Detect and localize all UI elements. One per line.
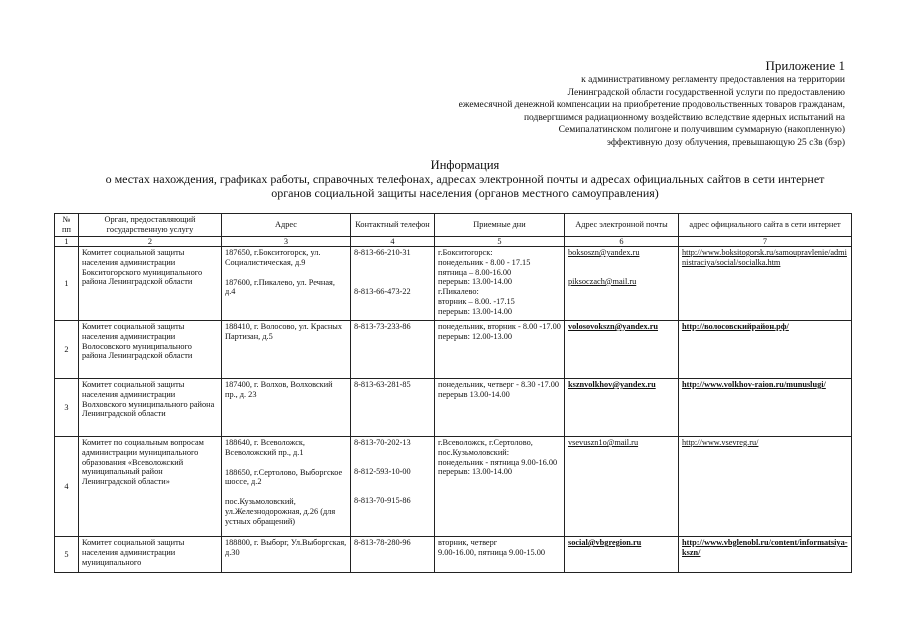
- site-cell: [679, 247, 852, 321]
- col-header-org: Орган, предоставляющий государственную услугу: [79, 214, 222, 237]
- reception-days: вторник, четверг 9.00-16.00, пятница 9.00-15.00: [438, 538, 546, 557]
- address-line: 188410, г. Волосово, ул. Красных Партизан, д.5: [225, 322, 342, 341]
- phone-cell: [351, 379, 435, 437]
- org-cell: Комитет социальной защиты населения администрации Бокситогорского муниципального района Ленинградской области: [79, 247, 222, 321]
- row-number: 3: [55, 379, 79, 437]
- email-cell: [565, 537, 679, 573]
- org-cell: Комитет социальной защиты населения администрации Волховского муниципального района Ленинградской области: [79, 379, 222, 437]
- reception-days: понедельник, вторник - 8.00 -17.00 перерыв: 12.00-13.00: [438, 322, 561, 341]
- row-number: 5: [55, 537, 79, 573]
- col-header-number: № пп: [55, 214, 79, 237]
- spacer: [354, 477, 431, 496]
- appendix-line: к административному регламенту предоставления на территории: [581, 75, 845, 85]
- col-header-address: Адрес: [222, 214, 351, 237]
- site-cell: [679, 437, 852, 537]
- phone-cell: [351, 437, 435, 537]
- email-link[interactable]: volosovokszn@yandex.ru: [568, 322, 659, 331]
- appendix-title: Приложение 1: [765, 58, 845, 73]
- site-link[interactable]: http://www.vsevreg.ru/: [682, 438, 759, 447]
- phone-number: 8-812-593-10-00: [354, 466, 411, 476]
- phone-number: 8-813-70-915-86: [354, 495, 411, 505]
- reception-days: понедельник, четверг - 8.30 -17.00 перерыв 13.00-14.00: [438, 380, 560, 399]
- column-number: 5: [435, 237, 565, 247]
- heading-line-2: органов социальной защиты населения (органов местного самоуправления): [271, 186, 659, 200]
- address-cell: [222, 321, 351, 379]
- phone-number: 8-813-70-202-13: [354, 438, 411, 447]
- table-row: [55, 321, 852, 379]
- heading-line-1: о местах нахождения, графиках работы, справочных телефонах, адресах электронной почты и адресах официальных сайтов в сети интернет: [105, 172, 825, 186]
- site-cell: [679, 537, 852, 573]
- row-number: 2: [55, 321, 79, 379]
- spacer: [354, 258, 431, 287]
- column-number-row: [55, 237, 852, 247]
- column-number: 2: [79, 237, 222, 247]
- email-link[interactable]: vsevuszn1o@mail.ru: [568, 438, 639, 447]
- reception-days: г.Бокситогорск: понедельник - 8.00 - 17.15 пятница – 8.00-16.00 перерыв: 13.00-14.00 г.Пикалево: вторник – 8.00. -17.15 перерыв: 13.00-14.00: [438, 248, 531, 316]
- address-cell: [222, 437, 351, 537]
- days-cell: [435, 379, 565, 437]
- spacer: [568, 258, 675, 277]
- email-link[interactable]: social@vbgregion.ru: [568, 538, 642, 547]
- site-link[interactable]: http://www.vbglenobl.ru/content/informatsiya-kszn/: [682, 538, 848, 557]
- spacer: [354, 448, 431, 467]
- col-header-phone: Контактный телефон: [351, 214, 435, 237]
- site-link[interactable]: http://волосовскийрайон.рф/: [682, 322, 789, 331]
- email-link[interactable]: ksznvolkhov@yandex.ru: [568, 380, 656, 389]
- table-row: [55, 247, 852, 321]
- spacer: [225, 487, 347, 497]
- header-row: [55, 214, 852, 237]
- heading-title: Информация: [430, 158, 500, 172]
- org-cell: Комитет по социальным вопросам администрации муниципального образования «Всеволожский муниципальный район Ленинградской области»: [79, 437, 222, 537]
- table-row: [55, 379, 852, 437]
- col-header-email: Адрес электронной почты: [565, 214, 679, 237]
- address-cell: [222, 379, 351, 437]
- days-cell: [435, 247, 565, 321]
- address-line: 187650, г.Бокситогорск, ул. Социалистическая, д.9: [225, 248, 321, 267]
- phone-cell: [351, 321, 435, 379]
- column-number: 4: [351, 237, 435, 247]
- appendix-line: Семипалатинском полигоне и получившим суммарную (накопленную): [558, 125, 845, 136]
- days-cell: [435, 321, 565, 379]
- row-number: 4: [55, 437, 79, 537]
- col-header-days: Приемные дни: [435, 214, 565, 237]
- column-number: 7: [679, 237, 852, 247]
- reception-days: г.Всеволожск, г.Сертолово, пос.Кузьмоловский: понедельник - пятница 9.00-16.00 перерыв: 13.00-14.00: [438, 438, 558, 477]
- spacer: [225, 458, 347, 468]
- address-cell: [222, 537, 351, 573]
- table-row: [55, 437, 852, 537]
- org-cell: Комитет социальной защиты населения администрации муниципального: [79, 537, 222, 573]
- email-link[interactable]: boksoszn@yandex.ru: [568, 248, 640, 257]
- address-cell: [222, 247, 351, 321]
- email-cell: [565, 437, 679, 537]
- phone-number: 8-813-78-280-96: [354, 538, 411, 547]
- org-cell: Комитет социальной защиты населения администрации Волосовского муниципального района Ленинградской области: [79, 321, 222, 379]
- address-line: 188640, г. Всеволожск, Всеволожский пр., д.1: [225, 438, 306, 457]
- column-number: 6: [565, 237, 679, 247]
- info-table: [54, 213, 852, 573]
- days-cell: [435, 537, 565, 573]
- phone-cell: [351, 537, 435, 573]
- appendix-line: эффективную дозу облучения, превышающую 25 сЗв (бэр): [606, 137, 845, 148]
- address-line: 188650, г.Сертолово, Выборгское шоссе, д.2: [225, 467, 343, 487]
- site-cell: [679, 321, 852, 379]
- appendix-line: ежемесячной денежной компенсации на приобретение продовольственных товаров гражданам,: [458, 100, 845, 111]
- site-cell: [679, 379, 852, 437]
- site-link[interactable]: http://www.volkhov-raion.ru/munuslugi/: [682, 380, 826, 389]
- phone-number: 8-813-66-210-31: [354, 248, 411, 257]
- days-cell: [435, 437, 565, 537]
- address-line: пос.Кузьмоловский, ул.Железнодорожная, д.26 (для устных обращений): [225, 497, 336, 526]
- appendix-line: подвергшимся радиационному воздействию вследствие ядерных испытаний на: [523, 112, 845, 123]
- table-row: [55, 537, 852, 573]
- col-header-site: адрес официального сайта в сети интернет: [679, 214, 852, 237]
- email-cell: [565, 247, 679, 321]
- site-link[interactable]: http://www.boksitogorsk.ru/samoupravlenie/administraciya/social/socialka.htm: [682, 248, 847, 267]
- row-number: 1: [55, 247, 79, 321]
- appendix-line: Ленинградской области государственной услуги по предоставлению: [567, 87, 845, 98]
- phone-number: 8-813-66-473-22: [354, 286, 411, 296]
- email-cell: [565, 379, 679, 437]
- email-cell: [565, 321, 679, 379]
- appendix-block: [325, 58, 845, 150]
- address-line: 188800, г. Выборг, Ул.Выборгская, д.30: [225, 538, 347, 557]
- spacer: [225, 268, 347, 278]
- phone-cell: [351, 247, 435, 321]
- address-line: 187600, г.Пикалево, ул. Речная, д.4: [225, 277, 335, 297]
- column-number: 3: [222, 237, 351, 247]
- column-number: 1: [55, 237, 79, 247]
- phone-number: 8-813-63-281-85: [354, 380, 411, 389]
- document-heading: [40, 158, 890, 200]
- phone-number: 8-813-73-233-86: [354, 322, 411, 331]
- email-link[interactable]: piksoczach@mail.ru: [568, 276, 637, 286]
- address-line: 187400, г. Волхов, Волховский пр., д. 23: [225, 380, 333, 399]
